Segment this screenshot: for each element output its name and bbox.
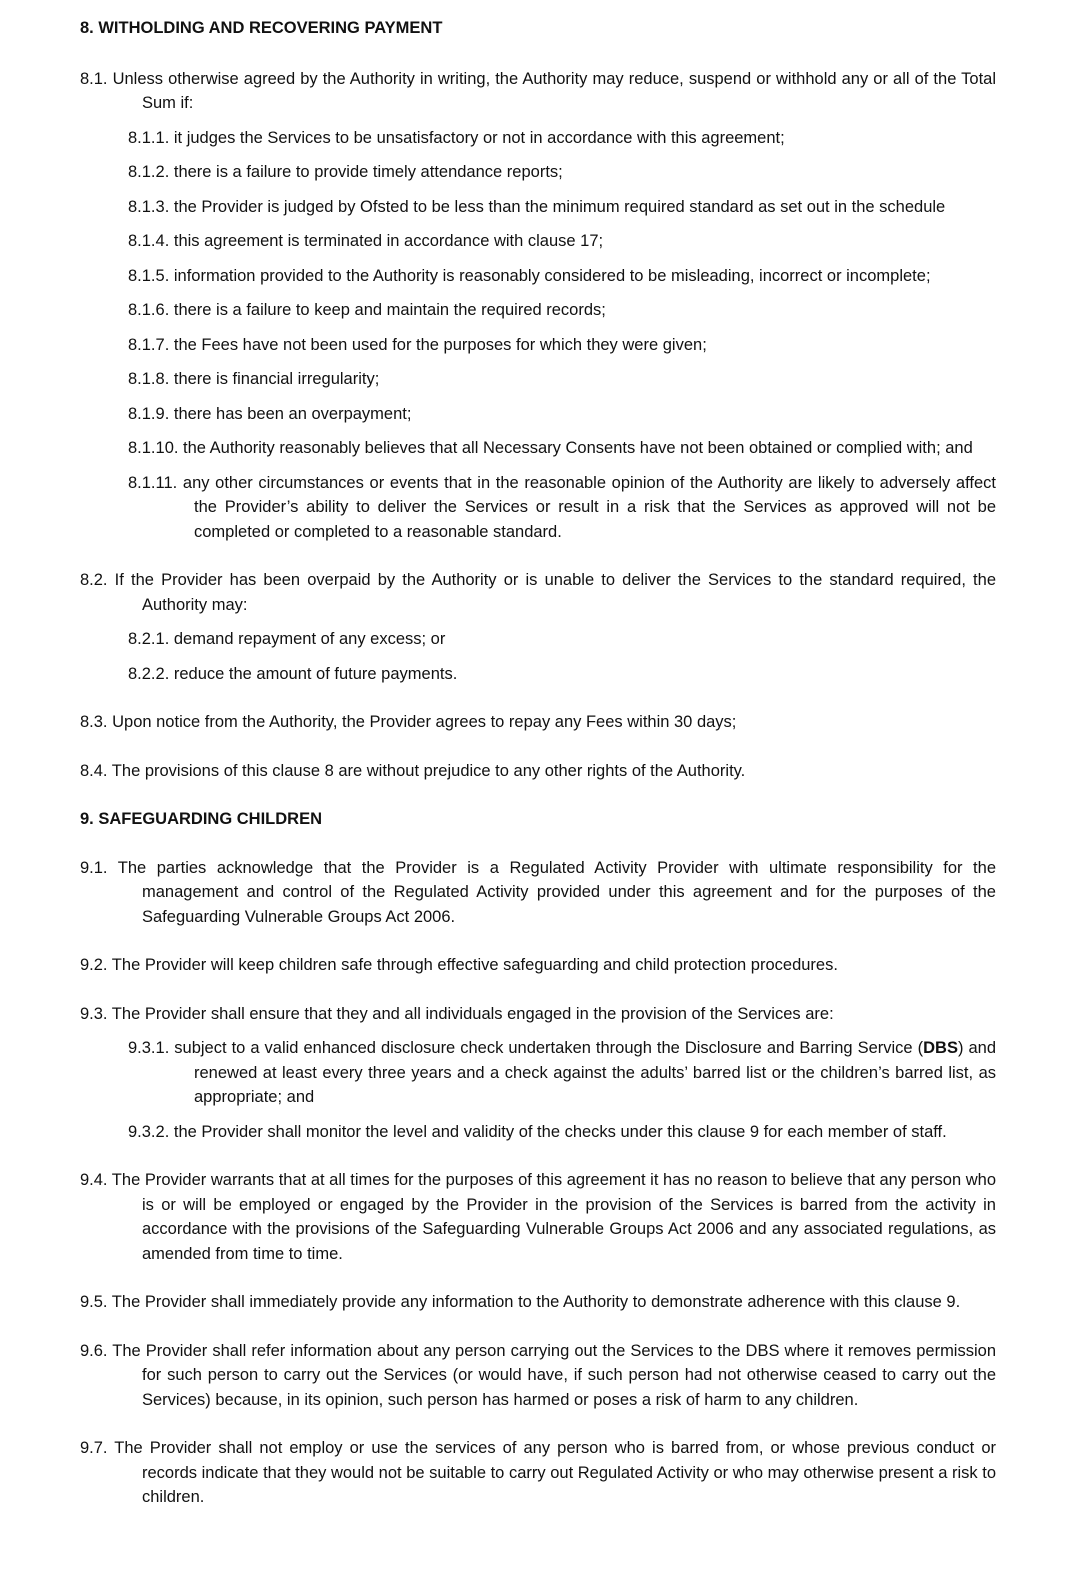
clause-9-3-1-text-a: 9.3.1. subject to a valid enhanced disclosure check undertaken through the Disclosure and Barring Service ( bbox=[128, 1039, 924, 1057]
section-9-heading: 9. SAFEGUARDING CHILDREN bbox=[80, 810, 323, 828]
clause-9-3: 9.3. The Provider shall ensure that they and all individuals engaged in the provision of the Services are: bbox=[80, 1004, 834, 1023]
clause-9-5: 9.5. The Provider shall immediately provide any information to the Authority to demonstrate adherence with this clause 9. bbox=[80, 1293, 961, 1311]
clause-9-3-list bbox=[80, 1036, 996, 1144]
clause-9-3-1-text-b: ) and renewed at least every three years and a check against the adults’ barred list or the children’s barred list, as appropriate; and bbox=[194, 1039, 996, 1106]
clause-8-1-10: 8.1.10. the Authority reasonably believes that all Necessary Consents have not been obtained or complied with; and bbox=[128, 439, 973, 457]
section-8-heading: 8. WITHOLDING AND RECOVERING PAYMENT bbox=[80, 19, 443, 37]
clause-9-6: 9.6. The Provider shall refer information about any person carrying out the Services to the DBS where it removes permission for such person to carry out the Services (or would have, if such person had not otherwise ceased to carry out the Services) because, in its opinion, such person has harmed or poses a risk of harm to any children. bbox=[80, 1341, 996, 1409]
clause-8-1-4: 8.1.4. this agreement is terminated in accordance with clause 17; bbox=[128, 232, 604, 250]
clause-8-1-1: 8.1.1. it judges the Services to be unsatisfactory or not in accordance with this agreement; bbox=[128, 128, 785, 147]
clause-8-1-11: 8.1.11. any other circumstances or events that in the reasonable opinion of the Authority are likely to adversely affect the Provider’s ability to deliver the Services or result in a risk that the Services as approved will not be completed or completed to a reasonable standard. bbox=[128, 473, 996, 541]
clause-9-2: 9.2. The Provider will keep children safe through effective safeguarding and child protection procedures. bbox=[80, 956, 838, 974]
clause-8-1-7: 8.1.7. the Fees have not been used for the purposes for which they were given; bbox=[128, 335, 707, 354]
clause-8-2-1: 8.2.1. demand repayment of any excess; or bbox=[128, 630, 446, 648]
clause-8-1: 8.1. Unless otherwise agreed by the Authority in writing, the Authority may reduce, suspend or withhold any or all of the Total Sum if: bbox=[80, 69, 996, 112]
clause-8-1-list bbox=[80, 126, 996, 545]
clause-9-7: 9.7. The Provider shall not employ or use the services of any person who is barred from, or whose previous conduct or records indicate that they would not be suitable to carry out Regulated Activity or who may otherwise present a risk to children. bbox=[80, 1439, 996, 1506]
clause-8-4: 8.4. The provisions of this clause 8 are without prejudice to any other rights of the Authority. bbox=[80, 761, 746, 780]
clause-9-3-1 bbox=[128, 1036, 996, 1110]
clause-9-4: 9.4. The Provider warrants that at all times for the purposes of this agreement it has no reason to believe that any person who is or will be employed or engaged by the Provider in the provision of the Services is barred from the activity in accordance with the provisions of the Safeguarding Vulnerable Groups Act 2006 and any associated regulations, as amended from time to time. bbox=[80, 1171, 996, 1263]
dbs-abbreviation: DBS bbox=[923, 1039, 958, 1057]
clause-8-1-6: 8.1.6. there is a failure to keep and maintain the required records; bbox=[128, 301, 606, 319]
clause-8-1-8: 8.1.8. there is financial irregularity; bbox=[128, 370, 380, 388]
clause-9-3-2: 9.3.2. the Provider shall monitor the level and validity of the checks under this clause 9 for each member of staff. bbox=[128, 1122, 947, 1141]
clause-8-2-2: 8.2.2. reduce the amount of future payments. bbox=[128, 664, 458, 683]
clause-8-3: 8.3. Upon notice from the Authority, the Provider agrees to repay any Fees within 30 days; bbox=[80, 713, 737, 731]
clause-8-2-list bbox=[80, 627, 996, 686]
clause-9-1: 9.1. The parties acknowledge that the Provider is a Regulated Activity Provider with ultimate responsibility for the management and control of the Regulated Activity provided under this agreement and for the purposes of the Safeguarding Vulnerable Groups Act 2006. bbox=[80, 858, 996, 926]
clause-8-1-2: 8.1.2. there is a failure to provide timely attendance reports; bbox=[128, 163, 563, 181]
clause-8-1-3: 8.1.3. the Provider is judged by Ofsted to be less than the minimum required standard as set out in the schedule bbox=[128, 197, 946, 216]
clause-8-1-9: 8.1.9. there has been an overpayment; bbox=[128, 404, 412, 423]
clause-8-2: 8.2. If the Provider has been overpaid by the Authority or is unable to deliver the Services to the standard required, the Authority may: bbox=[80, 571, 996, 614]
document-page bbox=[80, 16, 996, 1510]
clause-8-1-5: 8.1.5. information provided to the Authority is reasonably considered to be misleading, incorrect or incomplete; bbox=[128, 266, 931, 285]
